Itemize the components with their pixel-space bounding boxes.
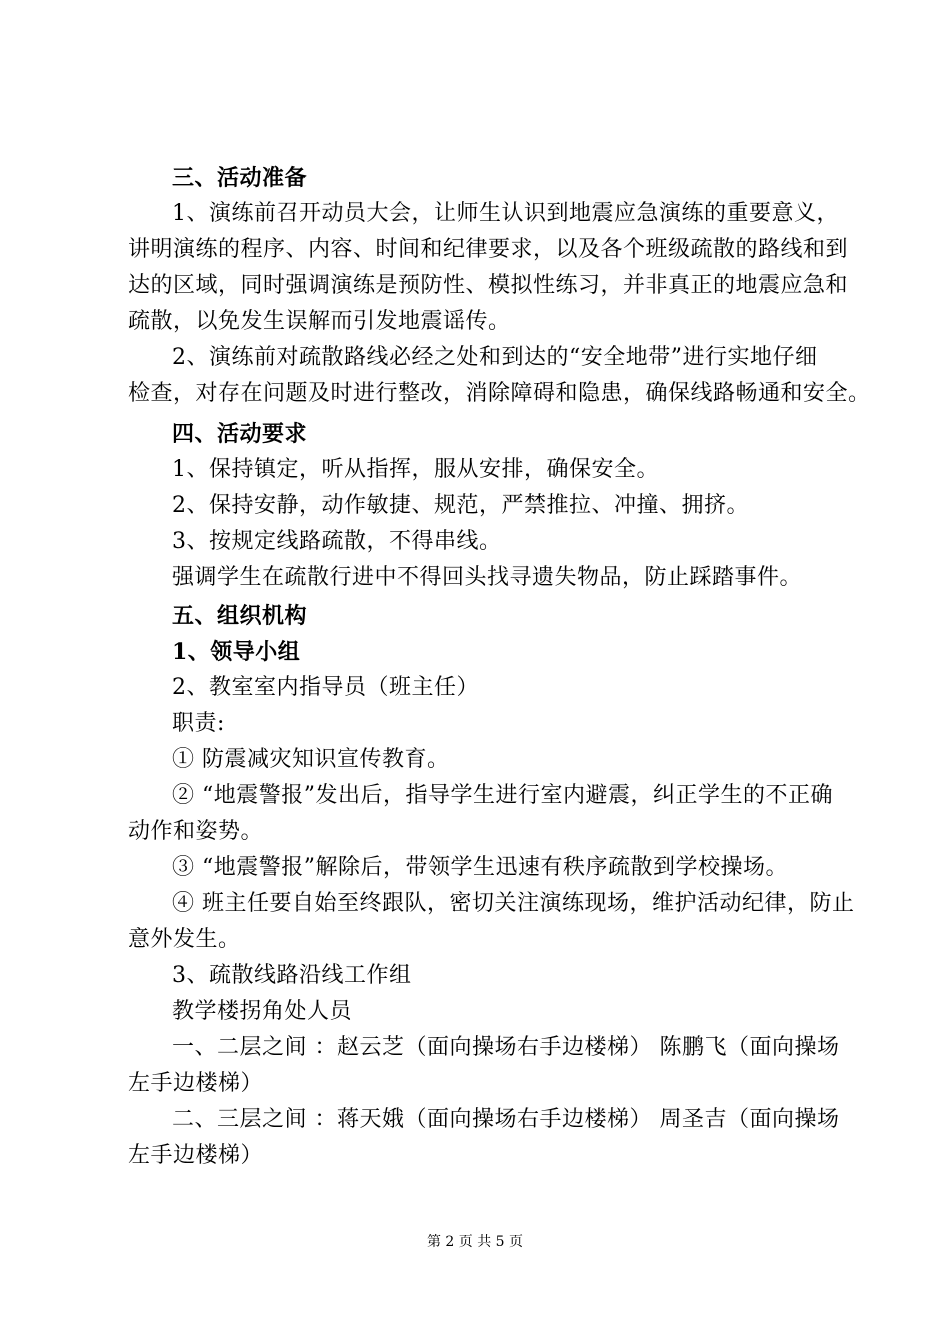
staff-assignment: 二、三层之间 ：蒋天娥（面向操场右手边楼梯） 周圣吉（面向操场 [172,1107,840,1132]
duty-item: ④ 班主任要自始至终跟队，密切关注演练现场，维护活动纪律，防止 [172,891,855,916]
paragraph-line: 强调学生在疏散行进中不得回头找寻遗失物品，防止踩踏事件。 [172,565,803,590]
paragraph-line: 意外发生。 [128,927,241,952]
list-item: 3、按规定线路疏散，不得串线。 [172,529,502,554]
paragraph-line: 2、演练前对疏散路线必经之处和到达的“安全地带”进行实地仔细 [172,345,818,370]
staff-assignment: 一、二层之间 ：赵云芝（面向操场右手边楼梯） 陈鹏飞（面向操场 [172,1035,840,1060]
section-heading-organization: 五、组织机构 [172,603,308,629]
list-item: 2、保持安静，动作敏捷、规范，严禁推拉、冲撞、拥挤。 [172,493,749,518]
section-heading-requirements: 四、活动要求 [172,421,308,447]
section-heading-preparation: 三、活动准备 [172,165,308,191]
subheading-evacuation-group: 3、疏散线路沿线工作组 [172,963,412,988]
page-footer: 第 2 页 共 5 页 [426,1234,524,1250]
paragraph-line: 左手边楼梯） [128,1071,264,1096]
paragraph-line: 达的区域，同时强调演练是预防性、模拟性练习，并非真正的地震应急和 [128,273,849,298]
duty-item: ③ “地震警报”解除后，带领学生迅速有秩序疏散到学校操场。 [172,855,788,880]
list-item: 1、保持镇定，听从指挥，服从安排，确保安全。 [172,457,659,482]
paragraph-line: 疏散，以免发生误解而引发地震谣传。 [128,309,511,334]
duty-item: ① 防震减灾知识宣传教育。 [172,747,450,772]
duties-label: 职责: [172,711,225,736]
paragraph-line: 讲明演练的程序、内容、时间和纪律要求，以及各个班级疏散的路线和到 [128,237,849,262]
subheading-leadership-group: 1、领导小组 [172,639,301,665]
paragraph-line: 1、演练前召开动员大会，让师生认识到地震应急演练的重要意义， [172,201,839,226]
paragraph-line: 动作和姿势。 [128,819,264,844]
paragraph-line: 教学楼拐角处人员 [172,999,353,1024]
subheading-class-instructor: 2、教室室内指导员（班主任） [172,675,479,700]
paragraph-line: 左手边楼梯） [128,1143,264,1168]
duty-item: ② “地震警报”发出后，指导学生进行室内避震，纠正学生的不正确 [172,783,833,808]
paragraph-line: 检查，对存在问题及时进行整改，消除障碍和隐患，确保线路畅通和安全。 [128,381,871,406]
